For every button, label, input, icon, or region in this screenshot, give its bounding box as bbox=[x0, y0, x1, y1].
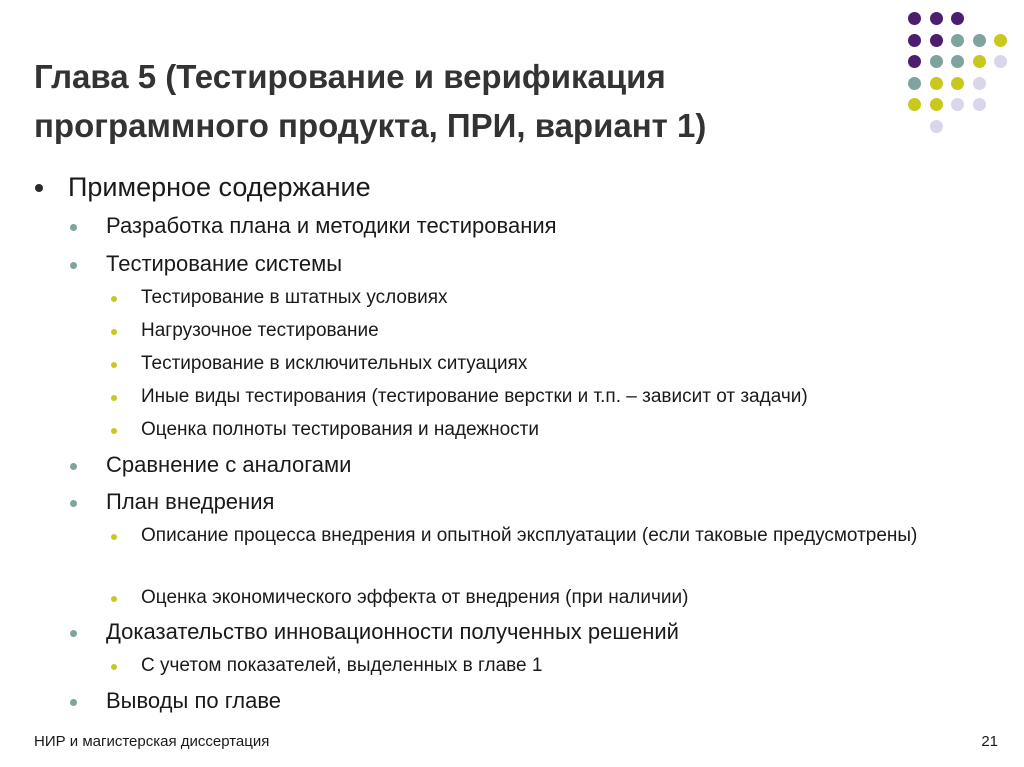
bullet-text: Разработка плана и методики тестирования bbox=[106, 213, 557, 238]
bullet-dot-icon bbox=[111, 395, 117, 401]
bullet-dot-icon bbox=[111, 362, 117, 368]
bullet-dot-icon bbox=[111, 596, 117, 602]
slide-title: Глава 5 (Тестирование и верификация программного продукта, ПРИ, вариант 1) bbox=[34, 58, 707, 144]
bullet-item bbox=[106, 250, 342, 278]
bullet-text: Примерное содержание bbox=[68, 172, 371, 202]
bullet-dot-icon bbox=[70, 699, 77, 706]
bullet-dot-icon bbox=[111, 534, 117, 540]
bullet-item bbox=[141, 285, 448, 311]
bullet-text: План внедрения bbox=[106, 489, 275, 514]
bullet-dot-icon bbox=[70, 224, 77, 231]
bullet-item bbox=[141, 318, 379, 344]
bullet-item bbox=[106, 451, 351, 479]
bullet-item bbox=[141, 653, 542, 679]
bullet-dot-icon bbox=[111, 296, 117, 302]
bullet-item bbox=[106, 687, 281, 715]
bullet-text: Выводы по главе bbox=[106, 688, 281, 713]
bullet-dot-icon bbox=[35, 184, 43, 192]
bullet-item bbox=[141, 384, 808, 410]
bullet-item bbox=[106, 488, 274, 516]
bullet-dot-icon bbox=[111, 329, 117, 335]
bullet-text: Оценка экономического эффекта от внедрения (при наличии) bbox=[141, 587, 689, 608]
bullet-item bbox=[68, 170, 371, 204]
bullet-text: С учетом показателей, выделенных в главе 1 bbox=[141, 655, 543, 676]
bullet-dot-icon bbox=[70, 630, 77, 637]
bullet-text: Тестирование в исключительных ситуациях bbox=[141, 353, 528, 374]
bullet-text: Иные виды тестирования (тестирование верстки и т.п. – зависит от задачи) bbox=[141, 386, 808, 407]
bullet-text: Сравнение с аналогами bbox=[106, 452, 352, 477]
bullet-text: Оценка полноты тестирования и надежности bbox=[141, 419, 539, 440]
bullet-item bbox=[141, 523, 921, 549]
slide-number: 21 bbox=[981, 733, 998, 750]
bullet-dot-icon bbox=[111, 428, 117, 434]
bullet-dot-icon bbox=[70, 500, 77, 507]
bullet-item bbox=[141, 585, 688, 611]
bullet-item bbox=[106, 618, 679, 646]
bullet-text: Тестирование в штатных условиях bbox=[141, 287, 448, 308]
bullet-item bbox=[141, 351, 527, 377]
bullet-text: Нагрузочное тестирование bbox=[141, 320, 379, 341]
bullet-dot-icon bbox=[111, 664, 117, 670]
bullet-item bbox=[141, 417, 539, 443]
bullet-text: Описание процесса внедрения и опытной эксплуатации (если таковые предусмотрены) bbox=[141, 525, 918, 546]
bullet-dot-icon bbox=[70, 463, 77, 470]
footer-course-name: НИР и магистерская диссертация bbox=[34, 733, 270, 750]
bullet-dot-icon bbox=[70, 262, 77, 269]
bullet-text: Доказательство инновационности полученных решений bbox=[106, 619, 679, 644]
bullet-text: Тестирование системы bbox=[106, 251, 343, 276]
bullet-item bbox=[106, 212, 557, 240]
